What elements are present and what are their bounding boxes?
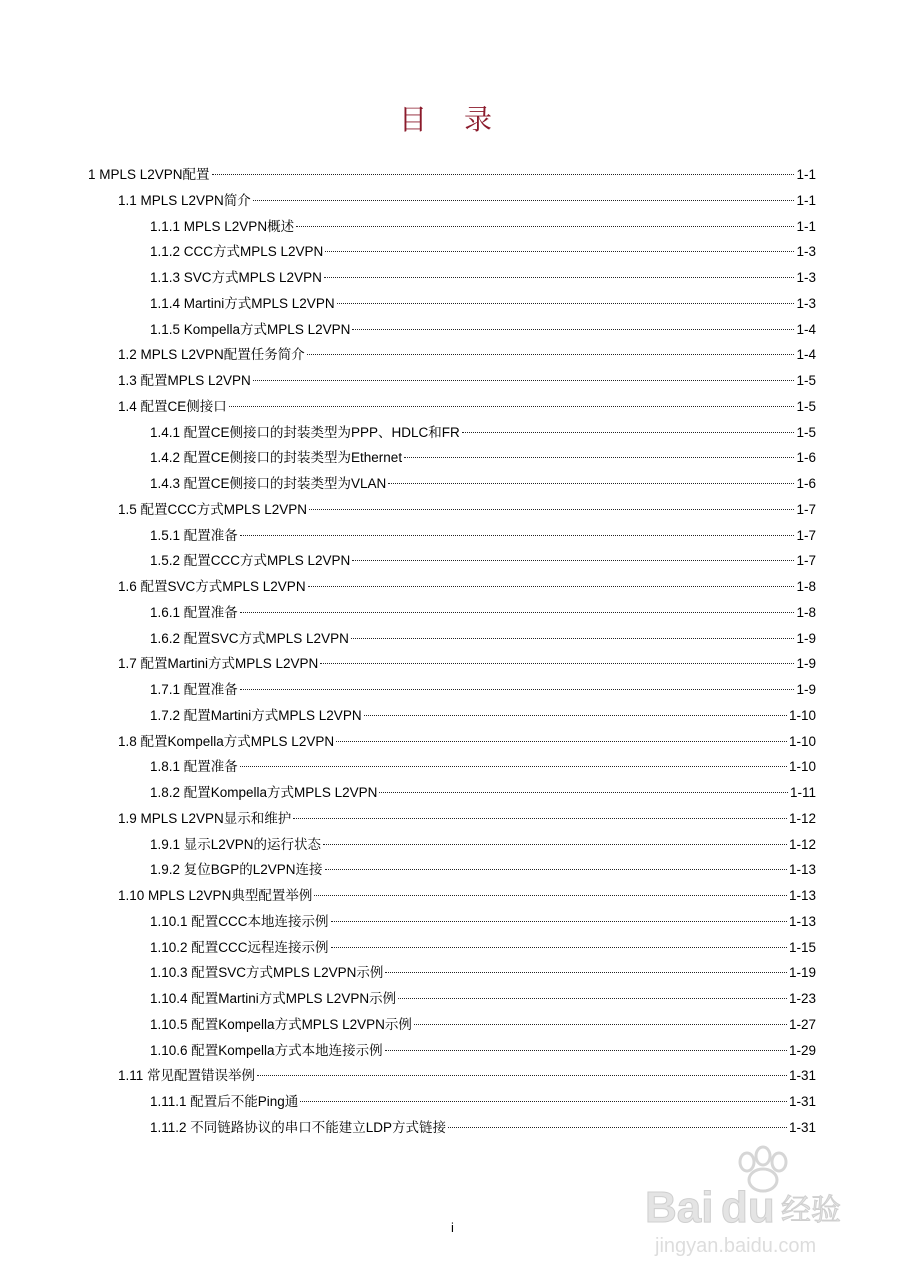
toc-entry[interactable]	[118, 190, 816, 212]
toc-entry-label: 1.5 配置CCC方式MPLS L2VPN	[118, 501, 308, 517]
toc-entry-page: 1-4	[796, 321, 816, 337]
toc-entry[interactable]	[118, 653, 816, 675]
toc-entry[interactable]	[150, 447, 816, 469]
toc-entry-page: 1-6	[796, 476, 816, 491]
toc-entry-label: 1.5.2 配置CCC方式MPLS L2VPN	[150, 553, 351, 569]
toc-entry[interactable]	[150, 422, 816, 444]
toc-entry-page: 1-1	[796, 192, 816, 208]
toc-entry-label: 1.4.3 配置CE侧接口的封装类型为VLAN	[150, 476, 387, 491]
toc-entry-page: 1-23	[788, 991, 816, 1006]
toc-dot-leader	[351, 638, 795, 639]
toc-entry-page: 1-19	[788, 965, 816, 981]
toc-dot-leader	[336, 741, 787, 742]
toc-dot-leader	[293, 818, 787, 819]
toc-entry-label: 1.4.2 配置CE侧接口的封装类型为Ethernet	[150, 450, 403, 466]
toc-dot-leader	[309, 509, 794, 510]
toc-entry[interactable]	[150, 782, 816, 804]
toc-entry[interactable]	[150, 1040, 816, 1062]
toc-entry-label: 1.6.2 配置SVC方式MPLS L2VPN	[150, 630, 349, 646]
toc-entry-label: 1.3 配置MPLS L2VPN	[118, 373, 251, 388]
toc-entry-label: 1.10.1 配置CCC本地连接示例	[150, 913, 329, 929]
toc-entry-page: 1-1	[796, 218, 816, 234]
toc-entry[interactable]	[150, 241, 816, 263]
toc-dot-leader	[448, 1127, 787, 1128]
toc-entry-page: 1-9	[796, 656, 816, 672]
toc-dot-leader	[253, 200, 795, 201]
toc-entry[interactable]	[150, 756, 816, 778]
toc-dot-leader	[325, 869, 787, 870]
toc-entry-label: 1.1.4 Martini方式MPLS L2VPN	[150, 295, 335, 311]
toc-entry[interactable]	[118, 499, 816, 521]
toc-entry-label: 1.10.4 配置Martini方式MPLS L2VPN示例	[150, 991, 397, 1006]
toc-entry-label: 1.1.5 Kompella方式MPLS L2VPN	[150, 321, 351, 337]
toc-entry[interactable]	[150, 1014, 816, 1036]
toc-entry-page: 1-8	[796, 604, 816, 620]
svg-text:du: du	[721, 1183, 775, 1232]
toc-entry-label: 1.1.1 MPLS L2VPN概述	[150, 218, 295, 234]
toc-entry-page: 1-9	[796, 682, 816, 697]
toc-entry[interactable]	[118, 576, 816, 598]
toc-entry-label: 1.11.1 配置后不能Ping通	[150, 1094, 299, 1109]
toc-entry-page: 1-4	[796, 347, 816, 363]
toc-entry-label: 1.9 MPLS L2VPN显示和维护	[118, 810, 292, 826]
toc-entry[interactable]	[150, 319, 816, 341]
toc-dot-leader	[323, 844, 787, 845]
toc-dot-leader	[379, 792, 788, 793]
toc-entry-page: 1-15	[788, 939, 816, 955]
toc-entry[interactable]	[118, 396, 816, 418]
toc-entry-label: 1.10.2 配置CCC远程连接示例	[150, 939, 329, 955]
toc-entry[interactable]	[150, 937, 816, 959]
toc-entry-page: 1-3	[796, 295, 816, 311]
toc-entry-page: 1-13	[788, 862, 816, 878]
toc-entry[interactable]	[150, 1117, 816, 1139]
toc-entry[interactable]	[150, 1091, 816, 1113]
toc-entry-label: 1.10 MPLS L2VPN典型配置举例	[118, 888, 313, 903]
toc-entry-page: 1-29	[788, 1042, 816, 1058]
toc-dot-leader	[331, 947, 787, 948]
toc-entry-label: 1.7.2 配置Martini方式MPLS L2VPN	[150, 707, 362, 723]
toc-dot-leader	[352, 329, 794, 330]
toc-entry[interactable]	[118, 344, 816, 366]
toc-entry-page: 1-5	[796, 373, 816, 388]
toc-dot-leader	[337, 303, 795, 304]
toc-entry[interactable]	[118, 1065, 816, 1087]
toc-entry-label: 1.11 常见配置错误举例	[118, 1068, 256, 1084]
toc-entry-label: 1.10.6 配置Kompella方式本地连接示例	[150, 1042, 383, 1058]
toc-dot-leader	[257, 1075, 787, 1076]
toc-dot-leader	[229, 406, 795, 407]
toc-entry[interactable]	[88, 164, 816, 186]
toc-dot-leader	[404, 457, 794, 458]
toc-entry-label: 1.8.2 配置Kompella方式MPLS L2VPN	[150, 785, 378, 800]
toc-entry-label: 1 MPLS L2VPN配置	[88, 167, 210, 182]
toc-entry-page: 1-10	[788, 707, 816, 723]
baidu-watermark-logo	[635, 1140, 855, 1260]
toc-entry-page: 1-9	[796, 630, 816, 646]
toc-entry-page: 1-31	[788, 1119, 816, 1135]
toc-entry[interactable]	[150, 628, 816, 650]
toc-entry-label: 1.5.1 配置准备	[150, 527, 238, 543]
toc-entry-page: 1-8	[796, 579, 816, 594]
toc-dot-leader	[352, 560, 794, 561]
toc-dot-leader	[314, 895, 787, 896]
svg-text:经验: 经验	[781, 1193, 841, 1228]
toc-entry-label: 1.9.1 显示L2VPN的运行状态	[150, 836, 322, 852]
toc-dot-leader	[300, 1101, 787, 1102]
toc-entry-page: 1-5	[796, 398, 816, 414]
toc-entry-page: 1-5	[796, 424, 816, 440]
toc-entry-label: 1.4 配置CE侧接口	[118, 398, 227, 414]
toc-dot-leader	[364, 715, 787, 716]
toc-entry[interactable]	[150, 859, 816, 881]
toc-entry-label: 1.9.2 复位BGP的L2VPN连接	[150, 862, 323, 878]
toc-dot-leader	[307, 354, 795, 355]
toc-entry[interactable]	[150, 988, 816, 1010]
toc-entry[interactable]	[150, 834, 816, 856]
toc-entry-page: 1-6	[796, 450, 816, 466]
toc-entry-page: 1-3	[796, 244, 816, 260]
toc-entry-label: 1.7.1 配置准备	[150, 682, 238, 697]
toc-entry-page: 1-27	[788, 1016, 816, 1032]
toc-dot-leader	[398, 998, 787, 999]
toc-entry-label: 1.10.5 配置Kompella方式MPLS L2VPN示例	[150, 1016, 412, 1032]
toc-entry-label: 1.1 MPLS L2VPN简介	[118, 192, 251, 208]
toc-dot-leader	[462, 432, 795, 433]
toc-entry[interactable]	[150, 293, 816, 315]
toc-entry-label: 1.10.3 配置SVC方式MPLS L2VPN示例	[150, 965, 384, 981]
toc-entry[interactable]	[150, 267, 816, 289]
toc-entry-page: 1-10	[788, 733, 816, 749]
toc-dot-leader	[253, 380, 795, 381]
toc-entry[interactable]	[150, 679, 816, 701]
toc-entry[interactable]	[150, 550, 816, 572]
toc-entry-page: 1-11	[789, 785, 816, 800]
toc-entry-label: 1.4.1 配置CE侧接口的封装类型为PPP、HDLC和FR	[150, 424, 460, 440]
toc-entry-page: 1-7	[796, 527, 816, 543]
toc-entry-label: 1.1.2 CCC方式MPLS L2VPN	[150, 244, 324, 260]
toc-entry-label: 1.11.2 不同链路协议的串口不能建立LDP方式链接	[150, 1119, 447, 1135]
toc-dot-leader	[331, 921, 787, 922]
toc-dot-leader	[325, 251, 794, 252]
toc-dot-leader	[240, 535, 795, 536]
toc-dot-leader	[212, 174, 795, 175]
toc-entry-label: 1.1.3 SVC方式MPLS L2VPN	[150, 270, 322, 285]
toc-entry-page: 1-10	[788, 759, 816, 775]
toc-entry[interactable]	[118, 808, 816, 830]
toc-entry-page: 1-31	[788, 1094, 816, 1109]
svg-text:Bai: Bai	[645, 1183, 714, 1232]
toc-entry-page: 1-31	[788, 1068, 816, 1084]
toc-entry-page: 1-12	[788, 810, 816, 826]
page-number: i	[451, 1220, 454, 1235]
toc-entry-page: 1-13	[788, 913, 816, 929]
toc-dot-leader	[385, 1050, 787, 1051]
toc-dot-leader	[324, 277, 795, 278]
toc-dot-leader	[240, 612, 795, 613]
toc-entry-page: 1-1	[796, 167, 816, 182]
toc-entry[interactable]	[118, 885, 816, 907]
toc-dot-leader	[414, 1024, 787, 1025]
toc-dot-leader	[296, 226, 794, 227]
toc-title: 目 录	[399, 103, 506, 136]
toc-dot-leader	[240, 766, 787, 767]
toc-entry-label: 1.8.1 配置准备	[150, 759, 238, 775]
toc-dot-leader	[240, 689, 795, 690]
toc-entry[interactable]	[150, 911, 816, 933]
toc-entry[interactable]	[150, 525, 816, 547]
toc-entry-page: 1-13	[788, 888, 816, 903]
toc-entry-page: 1-7	[796, 553, 816, 569]
toc-entry-label: 1.8 配置Kompella方式MPLS L2VPN	[118, 733, 335, 749]
toc-entry-page: 1-12	[788, 836, 816, 852]
toc-entry-label: 1.2 MPLS L2VPN配置任务简介	[118, 347, 305, 363]
watermark-url: jingyan.baidu.com	[655, 1235, 817, 1257]
toc-entry-label: 1.7 配置Martini方式MPLS L2VPN	[118, 656, 319, 672]
toc-entry[interactable]	[118, 370, 816, 392]
toc-dot-leader	[385, 972, 787, 973]
toc-entry[interactable]	[150, 705, 816, 727]
toc-entry[interactable]	[118, 731, 816, 753]
toc-dot-leader	[388, 483, 794, 484]
toc-entry[interactable]	[150, 962, 816, 984]
toc-dot-leader	[308, 586, 795, 587]
toc-entry[interactable]	[150, 216, 816, 238]
toc-entry[interactable]	[150, 602, 816, 624]
toc-entry[interactable]	[150, 473, 816, 495]
toc-entry-page: 1-3	[796, 270, 816, 285]
toc-entry-page: 1-7	[796, 501, 816, 517]
toc-dot-leader	[320, 663, 794, 664]
toc-entry-label: 1.6 配置SVC方式MPLS L2VPN	[118, 579, 306, 594]
toc-entry-label: 1.6.1 配置准备	[150, 604, 238, 620]
